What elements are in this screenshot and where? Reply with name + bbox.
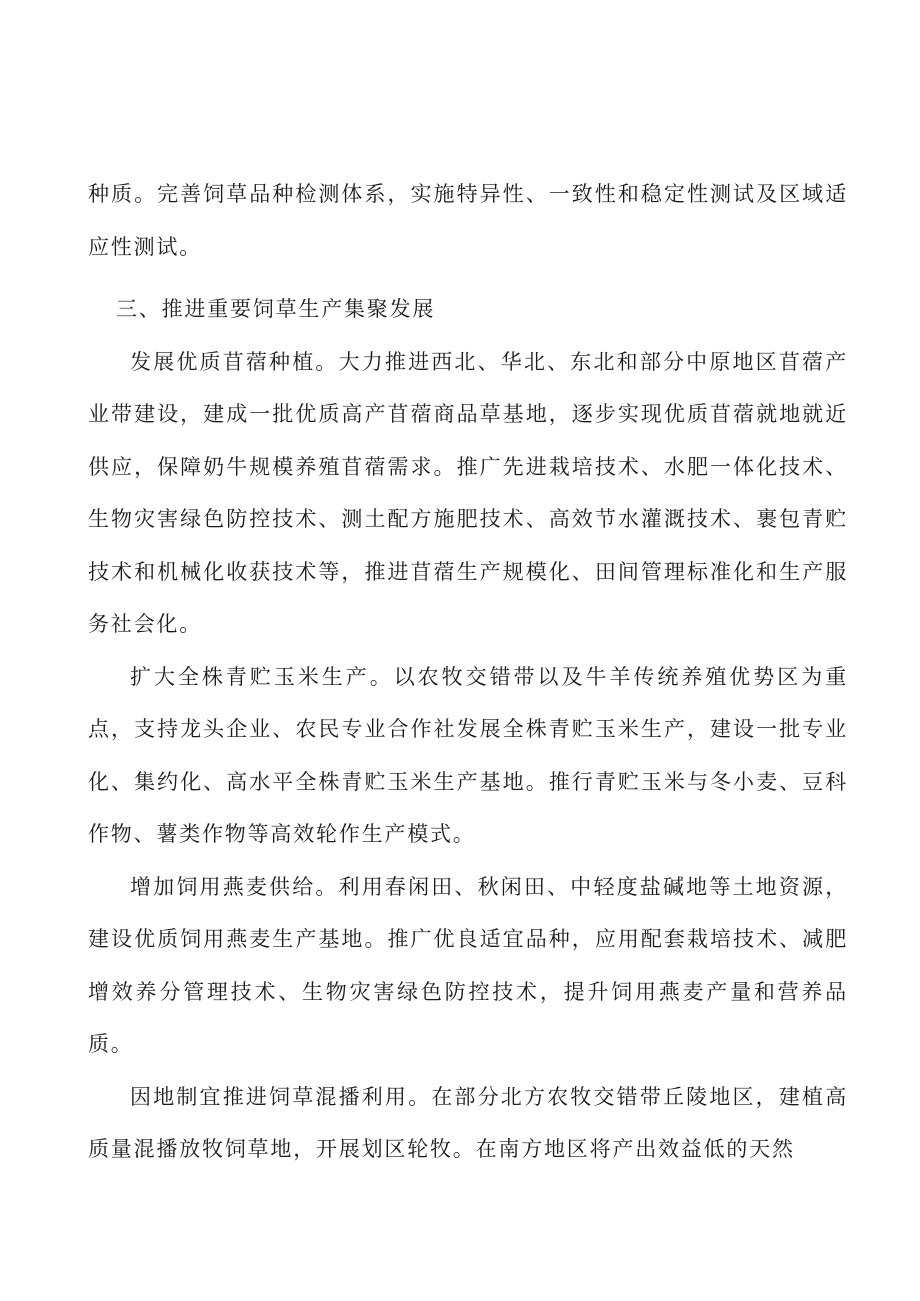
paragraph-oats: 增加饲用燕麦供给。利用春闲田、秋闲田、中轻度盐碱地等土地资源，建设优质饲用燕麦生产基地。推广优良适宜品种，应用配套栽培技术、减肥增效养分管理技术、生物灾害绿色防控技术，提升饲用燕麦产量和营养品质。 (88, 874, 848, 1056)
paragraph-silage-corn: 扩大全株青贮玉米生产。以农牧交错带以及牛羊传统养殖优势区为重点，支持龙头企业、农民专业合作社发展全株青贮玉米生产，建设一批专业化、集约化、高水平全株青贮玉米生产基地。推行青贮玉米与冬小麦、豆科作物、薯类作物等高效轮作生产模式。 (88, 664, 848, 846)
section-heading: 三、推进重要饲草生产集聚发展 (116, 297, 436, 321)
paragraph-mixed-sowing: 因地制宜推进饲草混播利用。在部分北方农牧交错带丘陵地区，建植高质量混播放牧饲草地，开展划区轮牧。在南方地区将产出效益低的天然 (88, 1084, 848, 1161)
paragraph-gap (88, 273, 848, 283)
paragraph-alfalfa: 发展优质苜蓿种植。大力推进西北、华北、东北和部分中原地区苜蓿产业带建设，建成一批优质高产苜蓿商品草基地，逐步实现优质苜蓿就地就近供应，保障奶牛规模养殖苜蓿需求。推广先进栽培技术、水肥一体化技术、生物灾害绿色防控技术、测土配方施肥技术、高效节水灌溉技术、裹包青贮技术和机械化收获技术等，推进苜蓿生产规模化、田间管理标准化和生产服务社会化。 (88, 349, 848, 636)
document-body (88, 168, 848, 1176)
paragraph-continued: 种质。完善饲草品种检测体系，实施特异性、一致性和稳定性测试及区域适应性测试。 (88, 182, 848, 259)
